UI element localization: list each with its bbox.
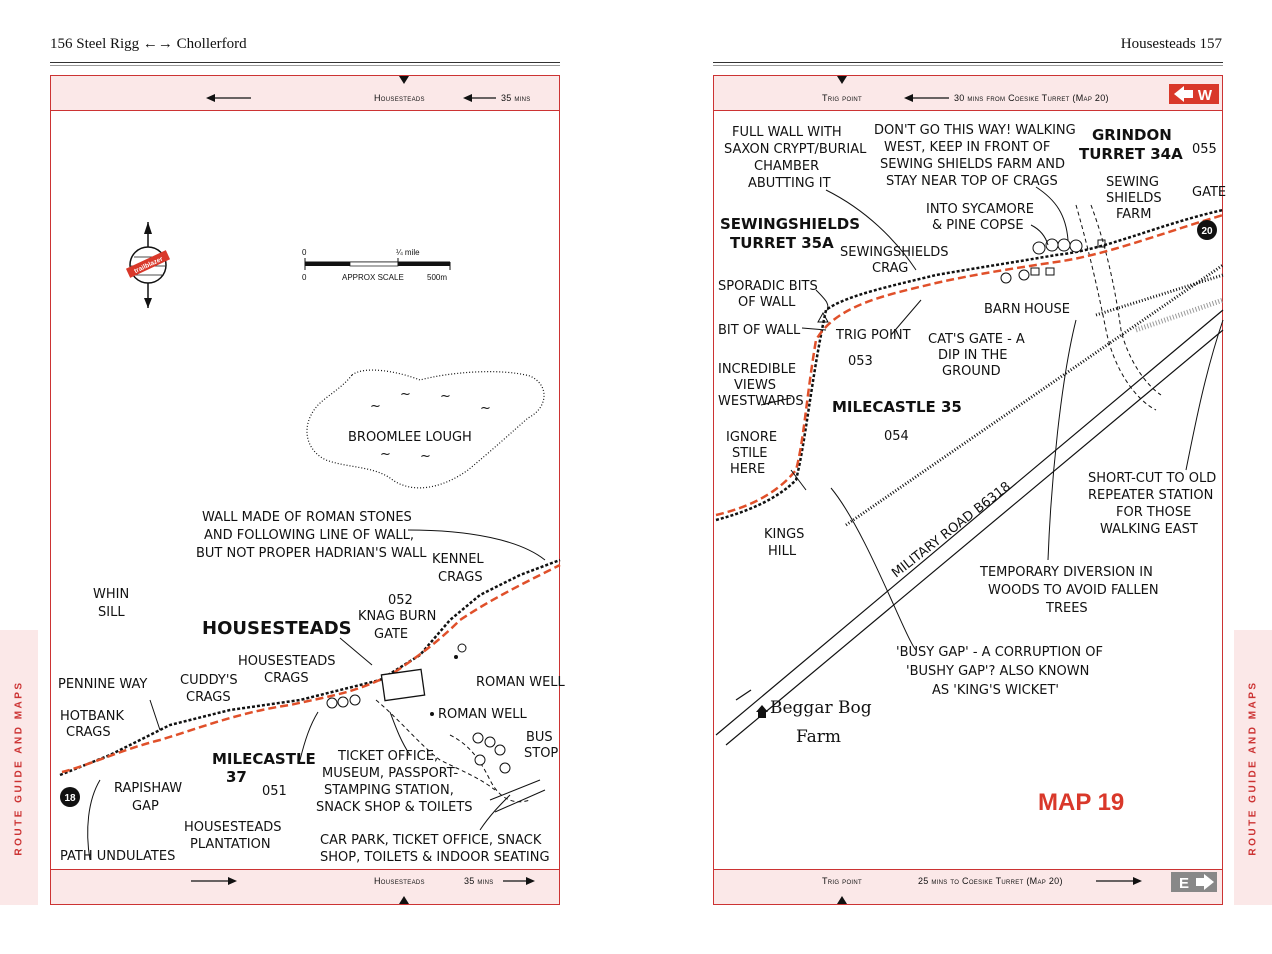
- whin-sill-label: SILL: [98, 605, 125, 620]
- warning-label: SEWING SHIELDS FARM AND: [880, 157, 1065, 172]
- svg-text:~: ~: [400, 387, 411, 402]
- hotbank-crags-label: CRAGS: [66, 725, 111, 740]
- kings-hill-label: HILL: [768, 544, 797, 559]
- sewing-shields-farm-label: SHIELDS: [1106, 191, 1162, 206]
- cuddys-crags-label: CUDDY'S: [180, 673, 238, 688]
- bit-of-wall-label: BIT OF WALL: [718, 323, 801, 338]
- gate-label: GATE: [1192, 185, 1227, 200]
- warning-label: STAY NEAR TOP OF CRAGS: [886, 174, 1058, 189]
- short-cut-label: SHORT-CUT TO OLD: [1088, 471, 1217, 486]
- warning-label: DON'T GO THIS WAY! WALKING: [874, 123, 1076, 138]
- roman-well-icon: [430, 712, 434, 716]
- housesteads-fort: [381, 669, 424, 700]
- rapishaw-gap-label: RAPISHAW: [114, 781, 183, 796]
- wall-note: AND FOLLOWING LINE OF WALL,: [204, 528, 414, 543]
- west-badge-label: W: [1197, 87, 1213, 104]
- sporadic-wall-label: SPORADIC BITS: [718, 279, 818, 294]
- bus-stop-label: STOP: [524, 746, 559, 761]
- strip-time: 35 mins: [501, 93, 531, 103]
- lough-label: BROOMLEE LOUGH: [348, 430, 472, 445]
- svg-text:~: ~: [370, 399, 381, 414]
- milecastle-35-label: MILECASTLE 35: [832, 398, 962, 416]
- ignore-stile-label: STILE: [732, 446, 768, 461]
- ignore-stile-label: IGNORE: [726, 430, 778, 445]
- copse-label: INTO SYCAMORE: [926, 202, 1035, 217]
- rapishaw-gap-label: GAP: [132, 799, 159, 814]
- housesteads-crags-label: HOUSESTEADS: [238, 654, 336, 669]
- kennel-crags-label: KENNEL: [432, 552, 484, 567]
- housesteads-crags-label: CRAGS: [264, 671, 309, 686]
- scale-zero: 0: [302, 248, 307, 257]
- housesteads-label: HOUSESTEADS: [202, 618, 352, 639]
- ticket-office-label: MUSEUM, PASSPORT-: [322, 766, 459, 781]
- scale-mile: ¼ mile: [396, 248, 420, 257]
- plantation-label: PLANTATION: [190, 837, 271, 852]
- views-label: WESTWARDS: [718, 394, 804, 409]
- track: [1076, 205, 1161, 410]
- bus-stop-label: BUS: [526, 730, 553, 745]
- running-head-right: Housesteads 157: [1120, 36, 1222, 52]
- busy-gap-label: 'BUSY GAP' - A CORRUPTION OF: [896, 645, 1103, 660]
- full-wall-label: CHAMBER: [754, 159, 820, 174]
- full-wall-label: SAXON CRYPT/BURIAL: [724, 142, 867, 157]
- sewingshields-crag-label: CRAG: [872, 261, 909, 276]
- cats-gate-label: CAT'S GATE - A: [928, 332, 1025, 347]
- scale-bar: [302, 248, 450, 282]
- ignore-stile-label: HERE: [730, 462, 766, 477]
- sewingshields-crag-label: SEWINGSHIELDS: [840, 245, 949, 260]
- scale-label: APPROX SCALE: [342, 273, 404, 282]
- knag-burn-label: GATE: [374, 627, 409, 642]
- knag-burn-label: KNAG BURN: [358, 609, 437, 624]
- diversion-label: TREES: [1046, 601, 1088, 616]
- milecastle-37-label: MILECASTLE: [212, 750, 316, 768]
- pennine-way-label: PENNINE WAY: [58, 677, 148, 692]
- beggar-bog-label: Farm: [796, 727, 842, 747]
- ticket-office-label: STAMPING STATION,: [324, 783, 454, 798]
- full-wall-label: ABUTTING IT: [748, 176, 831, 191]
- strip-place: Housesteads: [374, 93, 425, 103]
- strip-time: 25 mins to Coesike Turret (Map 20): [918, 876, 1063, 886]
- full-wall-label: FULL WALL WITH: [732, 125, 842, 140]
- road: [495, 790, 545, 812]
- roman-well-label: ROMAN WELL: [476, 675, 565, 690]
- grindon-turret-label: TURRET 34A: [1079, 145, 1183, 163]
- map-link-label: 18: [64, 793, 76, 804]
- short-cut-label: REPEATER STATION: [1088, 488, 1214, 503]
- svg-text:~: ~: [480, 401, 491, 416]
- side-tab-label: ROUTE GUIDE AND MAPS: [13, 679, 25, 856]
- path-undulates-label: PATH UNDULATES: [60, 849, 176, 864]
- wall-note: WALL MADE OF ROMAN STONES: [202, 510, 412, 525]
- map-right: [636, 0, 1272, 954]
- right-page: [636, 0, 1272, 954]
- gps-waypoint: 053: [848, 354, 873, 369]
- busy-gap-label: 'BUSHY GAP'? ALSO KNOWN: [906, 664, 1090, 679]
- strip-place: Trig point: [822, 876, 862, 886]
- kennel-crags-label: CRAGS: [438, 570, 483, 585]
- leader-lines: [761, 187, 1223, 650]
- gps-waypoint: 055: [1192, 142, 1217, 157]
- milecastle-37-label: 37: [226, 768, 247, 786]
- views-label: INCREDIBLE: [718, 362, 797, 377]
- roman-well-label: ROMAN WELL: [438, 707, 527, 722]
- barn-label: BARN: [984, 302, 1021, 317]
- whin-sill-label: WHIN: [93, 587, 130, 602]
- warning-label: WEST, KEEP IN FRONT OF: [884, 140, 1051, 155]
- hotbank-crags-label: HOTBANK: [60, 709, 125, 724]
- copse-label: & PINE COPSE: [932, 218, 1024, 233]
- grindon-turret-label: GRINDON: [1092, 126, 1172, 144]
- gps-waypoint: 051: [262, 784, 287, 799]
- cuddys-crags-label: CRAGS: [186, 690, 231, 705]
- trig-point-label: TRIG POINT: [836, 328, 911, 343]
- map-number: MAP 19: [1038, 789, 1125, 816]
- sewing-shields-farm-label: SEWING: [1106, 175, 1159, 190]
- svg-text:~: ~: [420, 449, 431, 464]
- map-link-18-icon: [60, 787, 80, 807]
- beggar-bog-label: Beggar Bog: [770, 698, 872, 718]
- roman-well-icon: [454, 655, 458, 659]
- svg-text:~: ~: [440, 389, 451, 404]
- scale-zero: 0: [302, 273, 307, 282]
- map-link-20-icon: [1197, 220, 1217, 240]
- strip-time: 35 mins: [464, 876, 494, 886]
- east-badge-label: E: [1178, 875, 1190, 892]
- kings-hill-label: KINGS: [764, 527, 805, 542]
- compass-logo: trailblazer: [133, 255, 165, 276]
- running-head-left: 156 Steel Rigg ←→ Chollerford: [50, 36, 247, 52]
- strip-place: Trig point: [822, 93, 862, 103]
- sewingshields-turret-label: SEWINGSHIELDS: [720, 215, 861, 233]
- sewing-shields-farm-label: FARM: [1116, 207, 1152, 222]
- views-label: VIEWS: [734, 378, 777, 393]
- cats-gate-label: DIP IN THE: [938, 348, 1008, 363]
- gps-waypoint: 054: [884, 429, 909, 444]
- sewingshields-turret-label: TURRET 35A: [730, 234, 834, 252]
- short-cut-label: WALKING EAST: [1100, 522, 1198, 537]
- ticket-office-label: TICKET OFFICE,: [338, 749, 439, 764]
- side-tab-label: ROUTE GUIDE AND MAPS: [1247, 679, 1259, 856]
- broomlee-lough: [307, 370, 544, 488]
- busy-gap-label: AS 'KING'S WICKET': [932, 683, 1059, 698]
- gps-waypoint: 052: [388, 593, 413, 608]
- ticket-office-label: SNACK SHOP & TOILETS: [316, 800, 473, 815]
- compass-icon: [126, 222, 170, 308]
- scale-metres: 500m: [427, 273, 448, 282]
- wall-note: BUT NOT PROPER HADRIAN'S WALL: [196, 546, 427, 561]
- map-link-label: 20: [1201, 226, 1213, 237]
- farm-icon: [756, 705, 768, 718]
- road: [490, 780, 540, 800]
- diversion-label: WOODS TO AVOID FALLEN: [988, 583, 1159, 598]
- car-park-label: SHOP, TOILETS & INDOOR SEATING: [320, 850, 550, 865]
- strip-time: 30 mins from Coesike Turret (Map 20): [954, 93, 1109, 103]
- house-label: HOUSE: [1024, 302, 1070, 317]
- car-park-label: CAR PARK, TICKET OFFICE, SNACK: [320, 833, 542, 848]
- side-tab-left: [0, 630, 38, 905]
- short-cut-label: FOR THOSE: [1116, 505, 1192, 520]
- side-tab-right: [1234, 630, 1272, 905]
- sporadic-wall-label: OF WALL: [738, 295, 796, 310]
- plantation-label: HOUSESTEADS: [184, 820, 282, 835]
- svg-text:~: ~: [380, 447, 391, 462]
- cats-gate-label: GROUND: [942, 364, 1001, 379]
- military-road-label: MILITARY ROAD B6318: [889, 479, 1014, 582]
- strip-place: Housesteads: [374, 876, 425, 886]
- diversion-label: TEMPORARY DIVERSION IN: [980, 565, 1153, 580]
- vallum: [1136, 300, 1223, 330]
